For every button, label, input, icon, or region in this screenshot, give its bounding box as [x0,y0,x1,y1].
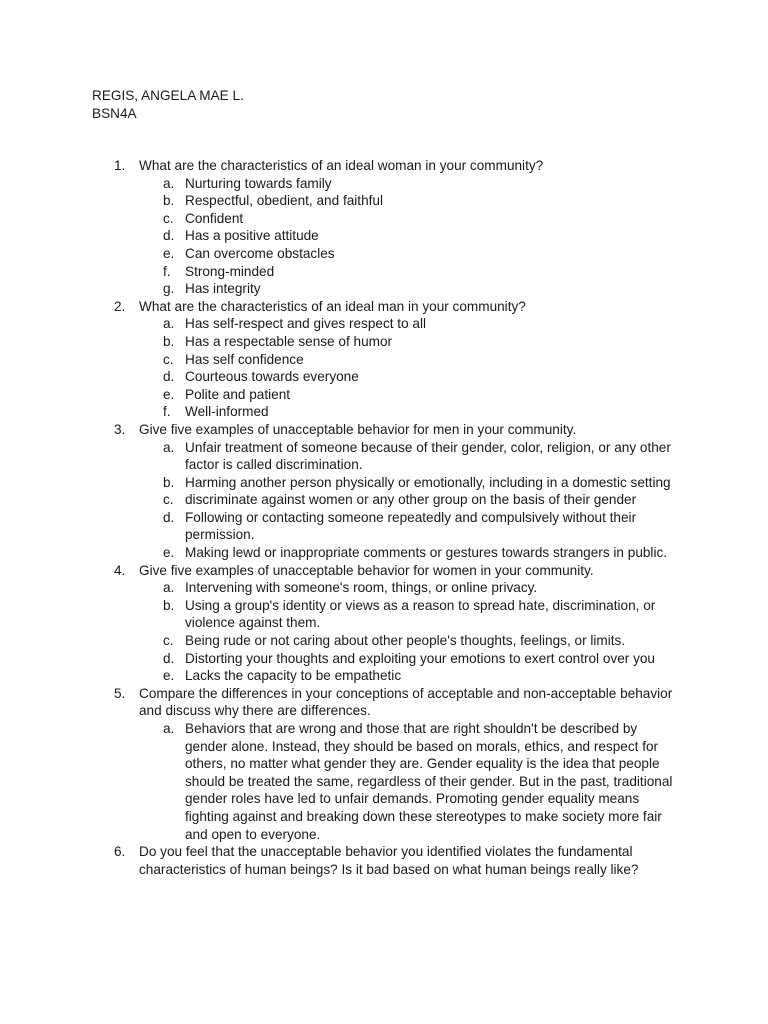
answer-item [139,245,692,263]
answer-letter: c. [163,492,174,508]
answer-letter: a. [163,316,175,332]
answer-letter: f. [163,263,171,279]
answer-letter: b. [163,193,175,209]
answer-text: Using a group's identity or views as a reason to spread hate, discrimination, or violence against them. [185,597,656,631]
answer-item [139,403,692,421]
answer-item [139,544,692,562]
answer-letter: b. [163,597,175,613]
answer-letter: d. [163,228,175,244]
answer-list [139,439,692,562]
answer-letter: a. [163,439,175,455]
answer-text: Polite and patient [185,386,291,402]
answer-item [139,227,692,245]
answer-text: discriminate against women or any other group on the basis of their gender [185,492,637,508]
question-text: Compare the differences in your conceptions of acceptable and non-acceptable behavior and discuss why there are differences. [139,685,673,719]
question-list [92,157,692,878]
answer-list [139,175,692,298]
answer-letter: e. [163,545,175,561]
question-text: Give five examples of unacceptable behavior for women in your community. [139,562,594,578]
answer-letter: d. [163,509,175,525]
answer-item [139,386,692,404]
answer-letter: c. [163,210,174,226]
answer-text: Nurturing towards family [185,175,332,191]
answer-item [139,667,692,685]
answer-letter: f. [163,404,171,420]
answer-letter: e. [163,668,175,684]
answer-list [139,315,692,421]
answer-text: Unfair treatment of someone because of their gender, color, religion, or any other factor is called discrimination. [185,439,671,473]
question-item [92,298,692,421]
question-number: 3. [114,421,126,437]
answer-letter: a. [163,721,175,736]
answer-letter: e. [163,386,175,402]
answer-letter: g. [163,281,175,297]
answer-list [139,579,692,685]
question-item [92,685,692,843]
answer-text: Has self-respect and gives respect to all [185,316,427,332]
question-number: 4. [114,562,126,578]
answer-text: Strong-minded [185,263,275,279]
answer-item [139,439,692,474]
question-item [92,421,692,562]
answer-letter: b. [163,474,175,490]
answer-text: Courteous towards everyone [185,369,359,385]
answer-letter: d. [163,650,175,666]
answer-item [139,333,692,351]
question-number: 1. [114,158,126,173]
question-number: 2. [114,298,126,314]
answer-item [139,368,692,386]
question-number: 5. [114,685,126,701]
answer-letter: d. [163,369,175,385]
answer-text: Distorting your thoughts and exploiting your emotions to exert control over you [185,650,655,666]
answer-text: Intervening with someone's room, things, or online privacy. [185,580,538,596]
answer-text: Has self confidence [185,351,304,367]
answer-text: Following or contacting someone repeatedly and compulsively without their permission. [185,509,637,543]
answer-item [139,263,692,281]
answer-text: Respectful, obedient, and faithful [185,193,383,209]
document-header [92,87,244,122]
answer-letter: c. [163,633,174,649]
answer-item [139,192,692,210]
answer-item [139,579,692,597]
answer-item [139,720,692,843]
answer-item [139,175,692,193]
student-name: REGIS, ANGELA MAE L. [92,88,244,103]
question-text: Give five examples of unacceptable behavior for men in your community. [139,421,577,437]
answer-letter: c. [163,351,174,367]
question-number: 6. [114,844,126,860]
answer-item [139,491,692,509]
answer-text: Well-informed [185,404,269,420]
answer-item [139,315,692,333]
question-text: What are the characteristics of an ideal woman in your community? [139,158,544,173]
answer-text: Has a positive attitude [185,228,319,244]
answer-letter: a. [163,175,175,191]
answer-text: Harming another person physically or emotionally, including in a domestic setting [185,474,671,490]
answer-text: Being rude or not caring about other people's thoughts, feelings, or limits. [185,633,626,649]
question-text: What are the characteristics of an ideal man in your community? [139,298,526,314]
answer-letter: e. [163,245,175,261]
answer-item [139,650,692,668]
answer-item [139,597,692,632]
question-text: Do you feel that the unacceptable behavior you identified violates the fundamental characteristics of human beings? Is it bad based on what human beings really like? [139,844,639,877]
answer-text: Behaviors that are wrong and those that are right shouldn't be described by gender alone. Instead, they should be based on morals, ethics, and respect for others, no matter what gender they are. Gender equality is the idea that people should be treated the same, regardless of their gender. But in the past, traditional gender roles have led to unfair demands. Promoting gender equality means fighting against and breaking down these stereotypes to make society more fair and open to everyone. [185,721,673,842]
answer-item [139,351,692,369]
answer-item [139,632,692,650]
answer-item [139,210,692,228]
question-item [92,562,692,685]
answer-text: Has integrity [185,281,261,297]
question-item [92,157,692,298]
answer-item [139,509,692,544]
answer-item [139,474,692,492]
student-section: BSN4A [92,105,137,121]
answer-text: Has a respectable sense of humor [185,333,393,349]
answer-text: Can overcome obstacles [185,245,335,261]
answer-text: Making lewd or inappropriate comments or gestures towards strangers in public. [185,545,668,561]
answer-item [139,280,692,298]
answer-text: Lacks the capacity to be empathetic [185,668,402,684]
question-item [92,843,692,878]
answer-text: Confident [185,210,244,226]
answer-letter: b. [163,333,175,349]
answer-list [139,720,692,843]
answer-letter: a. [163,580,175,596]
